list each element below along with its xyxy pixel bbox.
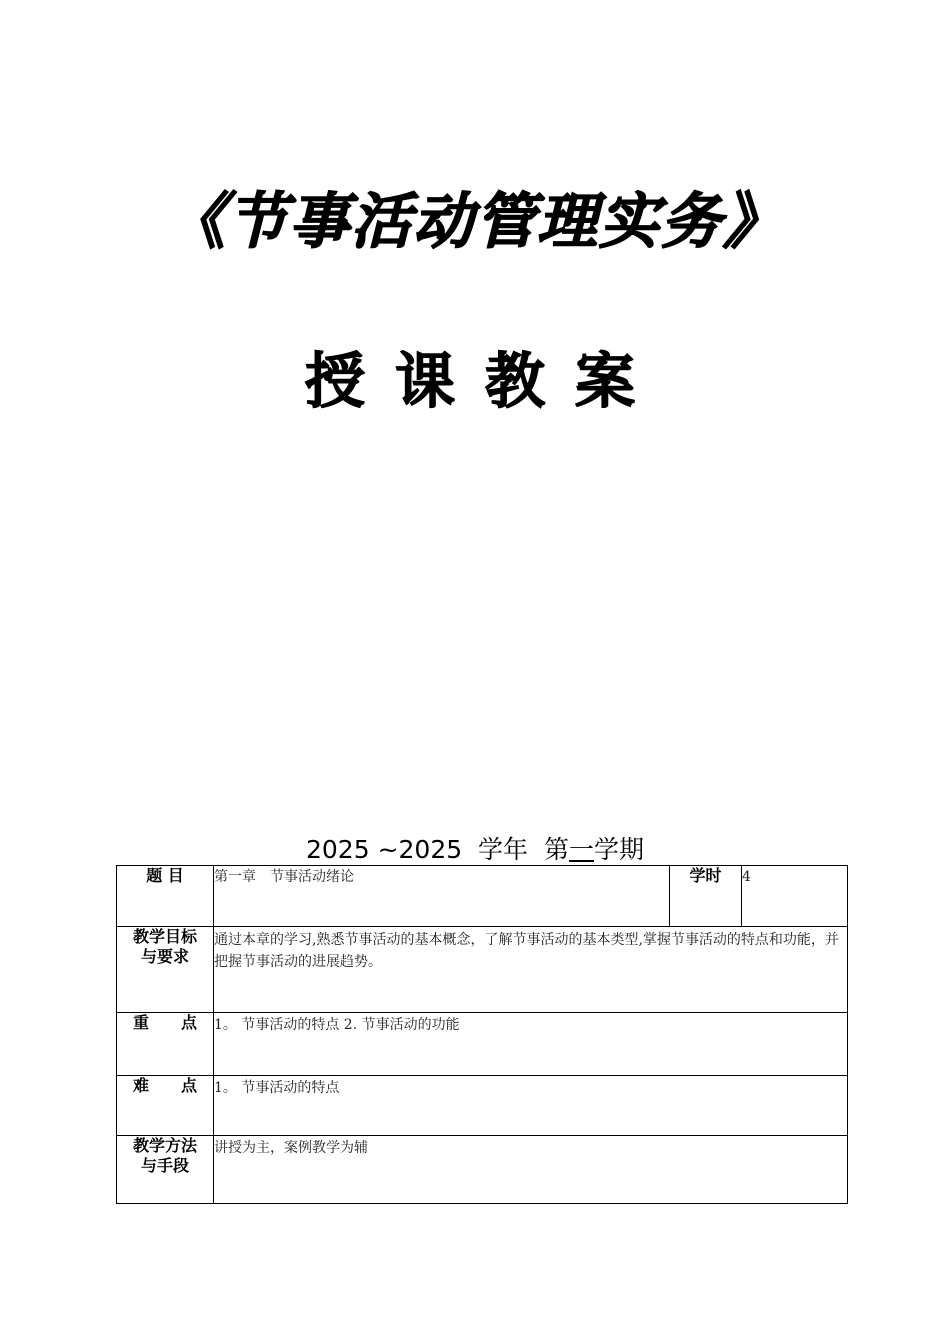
term-separator: ~ <box>377 835 399 864</box>
term-semester-suffix: 学期 <box>594 835 645 864</box>
key-points-value: 1。 节事活动的特点 2. 节事活动的功能 <box>214 1013 848 1076</box>
row-teaching-methods <box>117 1136 848 1204</box>
difficult-points-value: 1。 节事活动的特点 <box>214 1076 848 1136</box>
methods-label <box>117 1136 214 1204</box>
methods-label-line-1: 教学方法 <box>132 1136 197 1155</box>
row-difficult-points <box>117 1076 848 1136</box>
term-year-start: 2025 <box>305 835 370 864</box>
topic-value: 第一章 节事活动绪论 <box>214 866 670 927</box>
goals-label-line-2: 与要求 <box>140 947 189 966</box>
document-title: 授课教案 <box>305 347 665 417</box>
term-year-end: 2025 <box>398 835 463 864</box>
goals-label-line-1: 教学目标 <box>132 927 197 946</box>
goals-label <box>117 927 214 1013</box>
row-topic <box>117 866 848 927</box>
hours-value: 4 <box>742 866 848 927</box>
difficult-points-label: 难 点 <box>117 1076 214 1136</box>
row-key-points <box>117 1013 848 1076</box>
term-semester-prefix: 第 <box>543 835 569 864</box>
academic-term <box>0 832 950 868</box>
goals-value: 通过本章的学习,熟悉节事活动的基本概念，了解节事活动的基本类型,掌握节事活动的特点和功能，并把握节事活动的进展趋势。 <box>214 927 848 1013</box>
book-title: 《节事活动管理实务》 <box>165 187 785 257</box>
topic-label: 题 目 <box>117 866 214 927</box>
row-goals <box>117 927 848 1013</box>
term-semester-number: 一 <box>568 835 594 864</box>
methods-value: 讲授为主，案例教学为辅 <box>214 1136 848 1204</box>
hours-label: 学时 <box>670 866 742 927</box>
key-points-label: 重 点 <box>117 1013 214 1076</box>
term-year-unit: 学年 <box>478 835 529 864</box>
lesson-plan-table <box>116 865 848 1204</box>
methods-label-line-2: 与手段 <box>140 1156 189 1175</box>
